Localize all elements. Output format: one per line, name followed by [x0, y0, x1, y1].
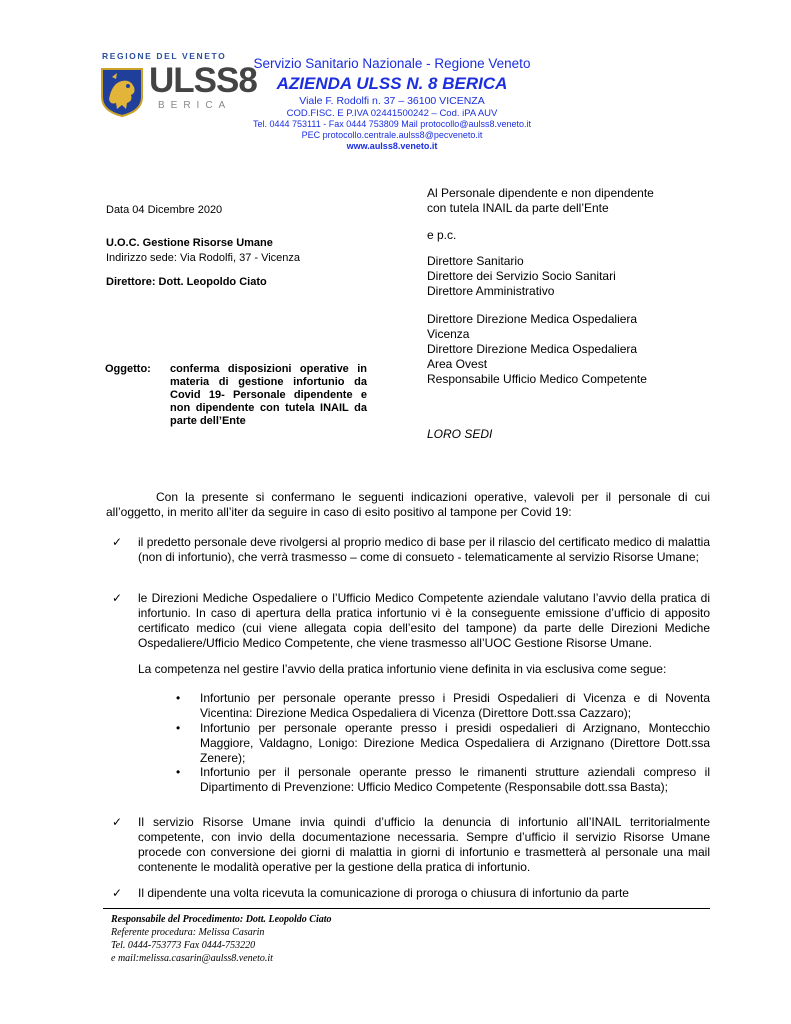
subject-label: Oggetto: — [105, 363, 151, 375]
header-company-name: AZIENDA ULSS N. 8 BERICA — [276, 74, 508, 93]
recipient-8: Responsabile Ufficio Medico Competente — [427, 372, 647, 386]
check-icon: ✓ — [112, 535, 123, 549]
footer-responsible: Responsabile del Procedimento: Dott. Leopoldo Ciato — [111, 914, 332, 925]
bullet-icon: • — [176, 765, 181, 779]
header-contacts: Tel. 0444 753111 - Fax 0444 753809 Mail protocollo@aulss8.veneto.it — [253, 119, 531, 129]
subject-text: conferma disposizioni operative in materia di gestione infortunio da Covid 19- Personale dipendente e non dipendente con tutela INAIL da parte dell’Ente — [170, 363, 367, 427]
body-intro: Con la presente si confermano le seguenti indicazioni operative, valevoli per il personale di cui all’oggetto, in merito all’iter da seguire in caso di esito positivo al tampone per Covid 19: — [106, 490, 710, 519]
bullet-icon: • — [176, 721, 181, 735]
office-unit: U.O.C. Gestione Risorse Umane — [106, 237, 273, 249]
recipient-loro-sedi: LORO SEDI — [427, 427, 493, 441]
header-website[interactable]: www.aulss8.veneto.it — [346, 141, 438, 151]
footer-referent: Referente procedura: Melissa Casarin — [111, 927, 265, 938]
list-item-4-text: Il dipendente una volta ricevuta la comunicazione di proroga o chiusura di infortunio da parte — [138, 886, 629, 900]
recipient-6: Direttore Direzione Medica Ospedaliera — [427, 342, 638, 356]
sub-item-1 — [176, 691, 710, 721]
recipient-2: Direttore dei Servizio Socio Sanitari — [427, 269, 616, 283]
sub-item-2 — [176, 721, 710, 766]
list-item-4 — [112, 886, 710, 901]
list-item-2-text: le Direzioni Mediche Ospedaliere o l’Ufficio Medico Competente aziendale valutano l’avvio della pratica di infortunio. In caso di apertura della pratica infortunio vi è la conseguente emissione d’ufficio di apposito certificato medico (cui viene allegata copia dell’esito del tampone) da parte delle Direzioni Mediche Ospedaliere/Ufficio Medico Competente, che viene trasmesso all’UOC Gestione Risorse Umane. — [138, 591, 710, 650]
lion-shield-icon — [100, 67, 144, 117]
recipient-main-line-1: Al Personale dipendente e non dipendente — [427, 186, 654, 200]
footer-email[interactable]: e mail:melissa.casarin@aulss8.veneto.it — [111, 953, 273, 964]
sub-item-1-text: Infortunio per personale operante presso i Presidi Ospedalieri di Vicenza e di Noventa Vicentina: Direzione Medica Ospedaliera di Vicenza (Direttore Dott.ssa Cazzaro); — [200, 691, 710, 720]
list-item-2 — [112, 591, 710, 651]
footer-phone: Tel. 0444-753773 Fax 0444-753220 — [111, 940, 256, 951]
recipient-main-line-2: con tutela INAIL da parte dell’Ente — [427, 201, 609, 215]
ulss8-logo — [100, 51, 257, 119]
recipient-4: Direttore Direzione Medica Ospedaliera — [427, 312, 638, 326]
office-director: Direttore: Dott. Leopoldo Ciato — [106, 276, 267, 288]
check-icon: ✓ — [112, 886, 123, 900]
header-line-1: Servizio Sanitario Nazionale - Regione Veneto — [253, 56, 531, 71]
list-item-1-text: il predetto personale deve rivolgersi al proprio medico di base per il rilascio del certificato medico di malattia (non di infortunio), che verrà trasmesso – come di consueto - telematicamente al servizio Risorse Umane; — [138, 535, 710, 564]
list-item-1 — [112, 535, 710, 565]
recipient-7: Area Ovest — [427, 357, 488, 371]
check-icon: ✓ — [112, 591, 123, 605]
header-tax-code: COD.FISC. E P.IVA 02441500242 – Cod. iPA AUV — [286, 108, 498, 119]
recipient-epc: e p.c. — [427, 228, 457, 242]
sub-item-3-text: Infortunio per il personale operante presso le rimanenti strutture aziendali compreso il Dipartimento di Prevenzione: Ufficio Medico Competente (Responsabile dott.ssa Basta); — [200, 765, 710, 794]
bullet-icon: • — [176, 691, 181, 705]
list-item-3-text: Il servizio Risorse Umane invia quindi d’ufficio la denuncia di infortunio all’INAIL territorialmente competente, con invio della documentazione necessaria. Sempre d’ufficio il servizio Risorse Umane procede con conversione dei giorni di malattia in giorni di infortunio e trasmetterà al personale una mail contenente le modalità operative per la gestione della pratica di infortunio. — [138, 815, 710, 874]
sub-item-2-text: Infortunio per personale operante presso i presidi ospedalieri di Arzignano, Montecchio Maggiore, Valdagno, Lonigo: Direzione Medica Ospedaliera di Arzignano (Direttore Dott.ssa Zenere); — [200, 721, 710, 765]
list-item-2-continuation: La competenza nel gestire l’avvio della pratica infortunio viene definita in via esclusiva come segue: — [138, 662, 667, 676]
header-address: Viale F. Rodolfi n. 37 – 36100 VICENZA — [299, 95, 485, 107]
recipient-5: Vicenza — [427, 327, 470, 341]
check-icon: ✓ — [112, 815, 123, 829]
logo-region-text: REGIONE DEL VENETO — [102, 51, 227, 61]
document-date: Data 04 Dicembre 2020 — [106, 204, 223, 216]
footer-divider — [103, 908, 710, 909]
logo-subname: BERICA — [158, 100, 232, 111]
logo-name: ULSS8 — [149, 61, 257, 100]
office-address: Indirizzo sede: Via Rodolfi, 37 - Vicenza — [106, 252, 301, 264]
header-pec: PEC protocollo.centrale.aulss8@pecveneto.it — [301, 130, 483, 140]
recipient-1: Direttore Sanitario — [427, 254, 524, 268]
list-item-3 — [112, 815, 710, 875]
recipient-3: Direttore Amministrativo — [427, 284, 555, 298]
sub-item-3 — [176, 765, 710, 795]
